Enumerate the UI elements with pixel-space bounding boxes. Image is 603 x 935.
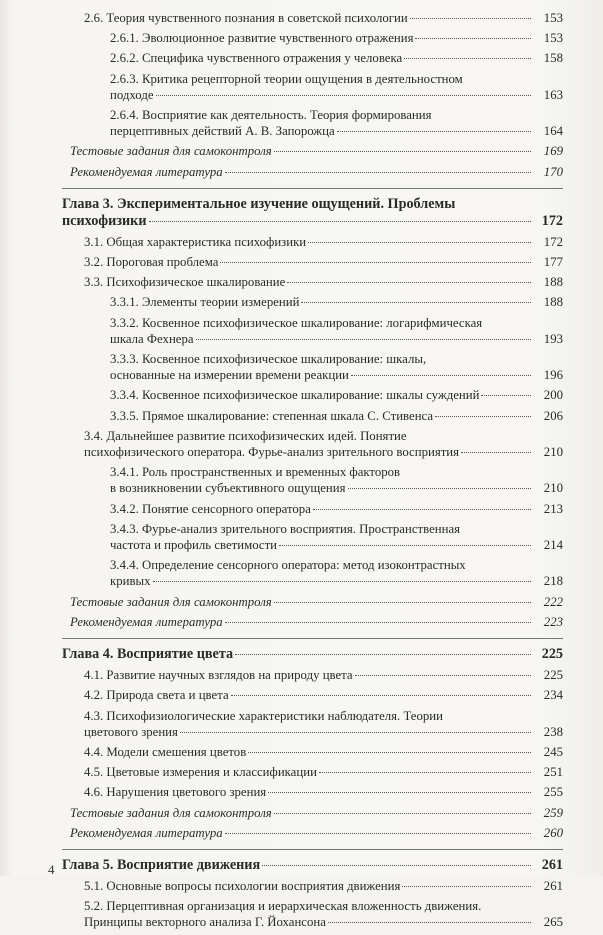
toc-entry-line: 3.3.2. Косвенное психофизическое шкалирование: логарифмическая (110, 315, 483, 330)
dot-leader (274, 151, 531, 152)
toc-entry[interactable] (0, 254, 603, 270)
dot-leader (153, 581, 531, 582)
toc-entry-line: 3.4.3. Фурье-анализ зрительного восприятия. Пространственная (110, 521, 461, 536)
toc-entry-title: Рекомендуемая литература (70, 825, 223, 840)
toc-page-number: 188 (543, 275, 563, 290)
toc-chapter[interactable] (0, 190, 603, 230)
toc-extra-item[interactable] (0, 594, 603, 610)
toc-entry-title: кривых (110, 574, 151, 589)
toc-entry-line: Глава 3. Экспериментальное изучение ощущений. Проблемы (62, 195, 456, 212)
toc-entry[interactable] (0, 294, 603, 310)
dot-leader (225, 172, 531, 173)
toc-chapter[interactable] (0, 851, 603, 874)
page-number: 4 (48, 862, 55, 877)
dot-leader (319, 772, 531, 773)
dot-leader (308, 242, 531, 243)
toc-entry-line: 3.4. Дальнейшее развитие психофизических идей. Понятие (84, 428, 407, 443)
chapter-separator (62, 849, 563, 850)
toc-entry-title: Тестовые задания для самоконтроля (70, 805, 272, 820)
dot-leader (225, 833, 531, 834)
toc-page-number: 238 (543, 724, 563, 739)
toc-entry[interactable] (0, 30, 603, 46)
toc-page-number: 222 (543, 594, 563, 609)
toc-page-number: 213 (543, 501, 563, 516)
toc-entry-title: Тестовые задания для самоконтроля (70, 144, 272, 159)
toc-entry[interactable] (0, 274, 603, 290)
toc-entry[interactable] (0, 784, 603, 800)
toc-entry-line: 2.6.4. Восприятие как деятельность. Теория формирования (110, 108, 432, 123)
toc-page-number: 261 (541, 856, 563, 873)
toc-extra-item[interactable] (0, 614, 603, 630)
toc-entry-line: 3.3.3. Косвенное психофизическое шкалирование: шкалы, (110, 352, 427, 367)
dot-leader (149, 221, 531, 222)
toc-entry-title: 3.2. Пороговая проблема (84, 255, 219, 270)
dot-leader (274, 813, 531, 814)
chapter-separator (62, 638, 563, 639)
toc-entry-title: Рекомендуемая литература (70, 614, 223, 629)
toc-entry-title: 3.3.1. Элементы теории измерений (110, 295, 300, 310)
toc-entry-title: частота и профиль светимости (110, 538, 278, 553)
toc-entry[interactable] (0, 315, 603, 347)
toc-entry[interactable] (0, 708, 603, 740)
dot-leader (481, 395, 531, 396)
toc-page-number: 200 (543, 388, 563, 403)
toc-entry[interactable] (0, 71, 603, 103)
toc-entry-title: 3.3.5. Прямое шкалирование: степенная шкала С. Стивенса (110, 408, 434, 423)
dot-leader (328, 922, 531, 923)
dot-leader (435, 416, 531, 417)
dot-leader (351, 375, 531, 376)
toc-entry-line: 3.4.4. Определение сенсорного оператора: метод изоконтрастных (110, 558, 466, 573)
dot-leader (404, 58, 531, 59)
toc-page-number: 193 (543, 331, 563, 346)
toc-entry[interactable] (0, 107, 603, 139)
dot-leader (301, 302, 531, 303)
dot-leader (274, 602, 531, 603)
toc-entry-title: 4.1. Развитие научных взглядов на природу цвета (84, 668, 353, 683)
toc-entry-title: 4.2. Природа света и цвета (84, 688, 229, 703)
toc-page-number: 225 (541, 646, 563, 663)
toc-entry-line: 4.3. Психофизиологические характеристики наблюдателя. Теории (84, 708, 443, 723)
toc-page-number: 210 (543, 445, 563, 460)
toc-page-number: 255 (543, 785, 563, 800)
toc-entry-title: основанные на измерении времени реакции (110, 368, 349, 383)
toc-page-number: 153 (543, 11, 563, 25)
toc-entry-title: в возникновении субъективного ощущения (110, 481, 346, 496)
toc-entry-title: Глава 5. Восприятие движения (62, 856, 261, 873)
toc-entry[interactable] (0, 744, 603, 760)
toc-entry[interactable] (0, 50, 603, 66)
chapter-separator (62, 188, 563, 189)
toc-entry-title: подходе (110, 87, 154, 102)
toc-page-number: 261 (543, 878, 563, 893)
toc-page-number: 234 (543, 688, 563, 703)
toc-entry-title: Рекомендуемая литература (70, 164, 223, 179)
toc-entry-title: психофизики (62, 212, 147, 229)
toc-entry-title: шкала Фехнера (110, 331, 194, 346)
toc-page-number: 265 (543, 915, 563, 930)
toc-entry-line: 5.2. Перцептивная организация и иерархическая вложенность движения. (84, 899, 482, 914)
toc-extra-item[interactable] (0, 825, 603, 841)
dot-leader (235, 654, 531, 655)
toc-entry-title: 3.3.4. Косвенное психофизическое шкалирование: шкалы суждений (110, 388, 480, 403)
dot-leader (279, 545, 531, 546)
toc-page-number: 172 (541, 212, 563, 229)
toc-page-number: 218 (543, 574, 563, 589)
toc-entry[interactable] (0, 387, 603, 403)
toc-extra-item[interactable] (0, 164, 603, 180)
toc-entry[interactable] (0, 687, 603, 703)
toc-page-number: 164 (543, 124, 563, 139)
toc-page-number: 158 (543, 51, 563, 66)
toc-page-number: 196 (543, 368, 563, 383)
toc-entry-line: 2.6.3. Критика рецепторной теории ощущения в деятельностном (110, 71, 463, 86)
toc-entry[interactable] (0, 428, 603, 460)
dot-leader (220, 262, 531, 263)
table-of-contents (0, 10, 603, 935)
dot-leader (415, 38, 531, 39)
toc-entry[interactable] (0, 464, 603, 496)
toc-entry[interactable] (0, 667, 603, 683)
toc-entry-title: 3.4.2. Понятие сенсорного оператора (110, 501, 311, 516)
toc-entry-title: Тестовые задания для самоконтроля (70, 594, 272, 609)
dot-leader (402, 886, 531, 887)
toc-entry-title: 5.1. Основные вопросы психологии восприятия движения (84, 878, 401, 893)
toc-entry[interactable] (0, 501, 603, 517)
toc-entry-title: Принципы векторного анализа Г. Йохансона (84, 915, 326, 930)
dot-leader (225, 622, 531, 623)
dot-leader (231, 695, 531, 696)
dot-leader (313, 509, 531, 510)
dot-leader (348, 488, 531, 489)
toc-page-number: 210 (543, 481, 563, 496)
toc-entry[interactable] (0, 557, 603, 589)
toc-page-number: 214 (543, 538, 563, 553)
toc-entry-title: Глава 4. Восприятие цвета (62, 646, 234, 663)
toc-page-number: 225 (543, 668, 563, 683)
toc-entry-title: 4.4. Модели смешения цветов (84, 744, 247, 759)
toc-entry-title: 3.3. Психофизическое шкалирование (84, 275, 286, 290)
toc-page-number: 251 (543, 765, 563, 780)
toc-entry[interactable] (0, 10, 603, 26)
toc-page-number: 172 (543, 234, 563, 249)
toc-entry-title: 3.1. Общая характеристика психофизики (84, 234, 307, 249)
toc-entry-title: перцептивных действий А. В. Запорожца (110, 124, 335, 139)
toc-extra-item[interactable] (0, 143, 603, 159)
toc-entry[interactable] (0, 764, 603, 780)
dot-leader (180, 732, 531, 733)
toc-entry-line: 3.4.1. Роль пространственных и временных факторов (110, 465, 401, 480)
toc-page-number: 245 (543, 744, 563, 759)
toc-page-number: 169 (543, 144, 563, 159)
toc-entry-title: 2.6.1. Эволюционное развитие чувственного отражения (110, 31, 414, 46)
toc-page-number: 153 (543, 31, 563, 46)
toc-entry-title: 2.6. Теория чувственного познания в советской психологии (84, 11, 408, 25)
toc-entry[interactable] (0, 351, 603, 383)
toc-page-number: 260 (543, 825, 563, 840)
toc-entry-title: 4.6. Нарушения цветового зрения (84, 785, 267, 800)
dot-leader (248, 752, 531, 753)
dot-leader (196, 339, 531, 340)
dot-leader (410, 18, 531, 19)
toc-page-number: 206 (543, 408, 563, 423)
toc-entry-title: 4.5. Цветовые измерения и классификации (84, 765, 317, 780)
toc-entry[interactable] (0, 898, 603, 930)
dot-leader (268, 792, 531, 793)
toc-page-number: 259 (543, 805, 563, 820)
toc-page-number: 188 (543, 295, 563, 310)
toc-page-number: 177 (543, 255, 563, 270)
dot-leader (262, 865, 531, 866)
dot-leader (156, 95, 531, 96)
dot-leader (355, 675, 531, 676)
toc-entry-title: 2.6.2. Специфика чувственного отражения у человека (110, 51, 403, 66)
dot-leader (287, 282, 531, 283)
toc-entry-title: психофизического оператора. Фурье-анализ зрительного восприятия (84, 445, 460, 460)
toc-entry[interactable] (0, 521, 603, 553)
dot-leader (461, 452, 531, 453)
toc-page-number: 163 (543, 87, 563, 102)
toc-entry[interactable] (0, 408, 603, 424)
toc-page-number: 223 (543, 614, 563, 629)
toc-entry-title: цветового зрения (84, 724, 178, 739)
toc-page-number: 170 (543, 164, 563, 179)
toc-entry[interactable] (0, 878, 603, 894)
toc-chapter[interactable] (0, 640, 603, 663)
toc-entry[interactable] (0, 234, 603, 250)
toc-extra-item[interactable] (0, 805, 603, 821)
dot-leader (337, 131, 531, 132)
